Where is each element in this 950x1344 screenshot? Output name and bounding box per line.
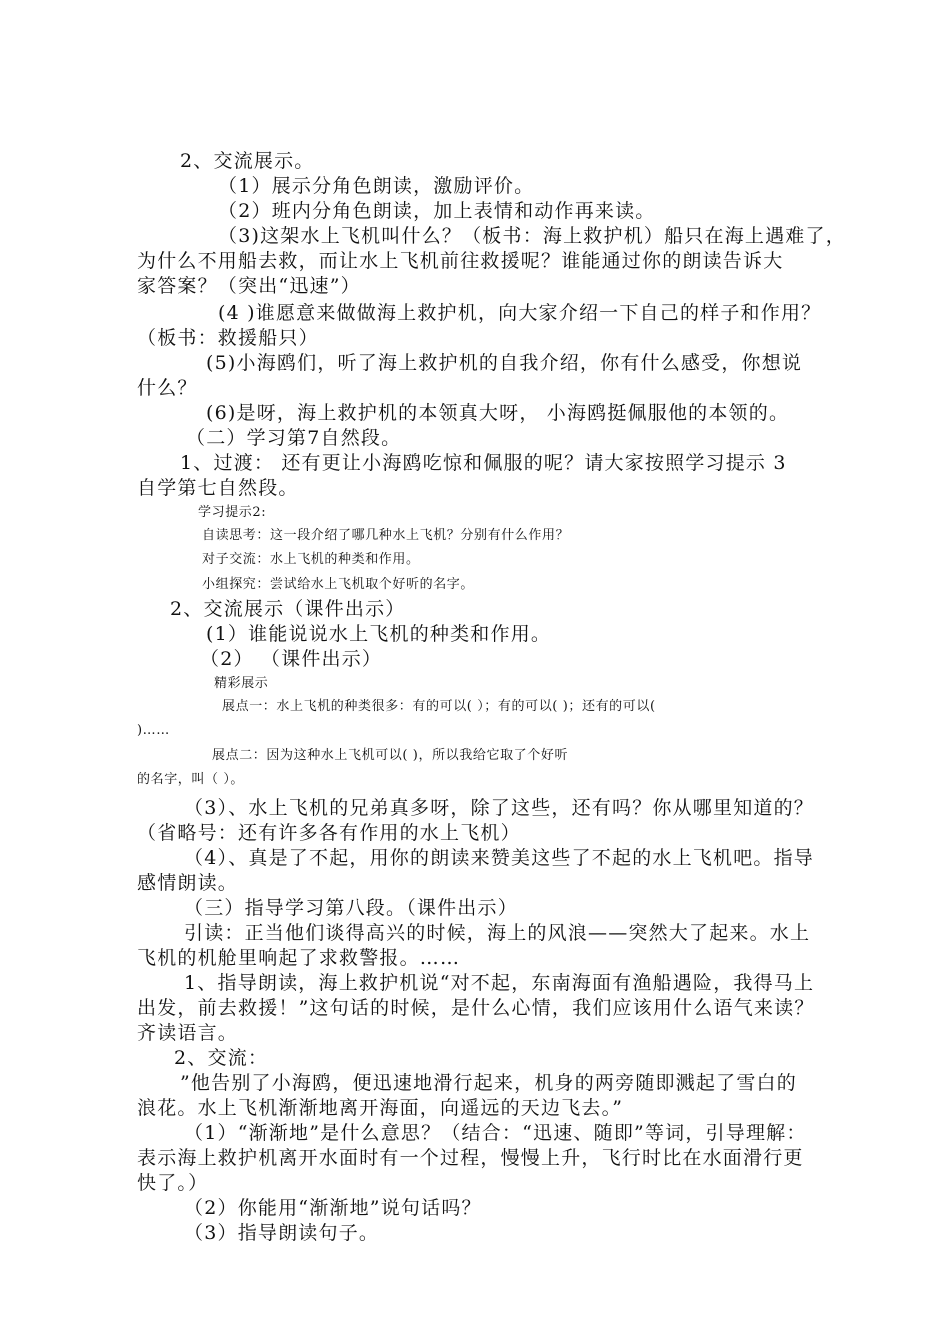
text-line: (6)是呀，海上救护机的本领真大呀， 小海鸥挺佩服他的本领的。 — [206, 402, 790, 424]
study-tip-item: 自读思考：这一段介绍了哪几种水上飞机？分别有什么作用？ — [202, 528, 570, 543]
text-line: （3）指导朗读句子。 — [184, 1222, 380, 1244]
showcase-point: 展点二：因为这种水上飞机可以( )，所以我给它取了个好听 — [212, 748, 569, 763]
text-line: （2）你能用“渐渐地”说句话吗？ — [184, 1197, 482, 1219]
section-heading: （三）指导学习第八段。（课件出示） — [184, 897, 518, 919]
text-line: 感情朗读。 — [137, 872, 239, 894]
text-line: （板书：救援船只） — [137, 327, 319, 349]
study-tip-item: 小组探究：尝试给水上飞机取个好听的名字。 — [202, 577, 475, 592]
text-line: （4）、真是了不起，用你的朗读来赞美这些了不起的水上飞机吧。指导 — [184, 847, 814, 869]
text-line: 飞机的机舱里响起了求救警报。…… — [137, 947, 461, 969]
text-line: （1）展示分角色朗读，激励评价。 — [218, 175, 535, 197]
study-tip-title: 学习提示2: — [198, 505, 267, 520]
text-line: 1、过渡： 还有更让小海鸥吃惊和佩服的呢？请大家按照学习提示 3 — [180, 452, 787, 474]
text-line: （省略号：还有许多各有作用的水上飞机） — [137, 822, 521, 844]
text-line: ”他告别了小海鸥，便迅速地滑行起来，机身的两旁随即溅起了雪白的 — [180, 1072, 797, 1094]
text-line: 表示海上救护机离开水面时有一个过程，慢慢上升，飞行时比在水面滑行更 — [137, 1147, 804, 1169]
study-tip-item: 对子交流：水上飞机的种类和作用。 — [202, 552, 420, 567]
showcase-point-cont: )…… — [137, 723, 170, 738]
text-line: 2、交流展示。 — [180, 150, 315, 172]
text-line: 什么？ — [137, 377, 198, 399]
text-line: （3)这架水上飞机叫什么？（板书：海上救护机）船只在海上遇难了， — [218, 225, 846, 247]
text-line: （2） （课件出示） — [200, 648, 383, 670]
section-heading: （二）学习第7自然段。 — [186, 427, 402, 449]
showcase-point: 展点一：水上飞机的种类很多：有的可以( ）；有的可以( )；还有的可以( — [222, 699, 656, 714]
text-line: 引读：正当他们谈得高兴的时候，海上的风浪——突然大了起来。水上 — [184, 922, 811, 944]
text-line: (1）谁能说说水上飞机的种类和作用。 — [206, 623, 552, 645]
text-line: （1）“渐渐地”是什么意思？（结合：“迅速、随即”等词，引导理解： — [184, 1122, 807, 1144]
text-line: (4 )谁愿意来做做海上救护机，向大家介绍一下自己的样子和作用？ — [218, 302, 822, 324]
text-line: 自学第七自然段。 — [137, 477, 299, 499]
text-line: 快了。） — [137, 1172, 209, 1194]
text-line: （2）班内分角色朗读，加上表情和动作再来读。 — [218, 200, 656, 222]
text-line: 家答案？（突出“迅速”） — [137, 275, 361, 297]
text-line: 浪花。水上飞机渐渐地离开海面，向遥远的天边飞去。” — [137, 1097, 624, 1119]
showcase-title: 精彩展示 — [214, 676, 269, 691]
text-line: 齐读语言。 — [137, 1022, 239, 1044]
text-line: 2、交流展示（课件出示） — [170, 598, 406, 620]
text-line: （3）、水上飞机的兄弟真多呀，除了这些，还有吗？你从哪里知道的？ — [184, 797, 814, 819]
showcase-point-cont: 的名字，叫（ ）。 — [137, 772, 245, 787]
text-line: 1、指导朗读，海上救护机说“对不起，东南海面有渔船遇险，我得马上 — [184, 972, 815, 994]
text-line: 2、交流： — [174, 1047, 269, 1069]
text-line: 为什么不用船去救，而让水上飞机前往救援呢？谁能通过你的朗读告诉大 — [137, 250, 784, 272]
text-line: (5)小海鸥们，听了海上救护机的自我介绍，你有什么感受，你想说 — [206, 352, 803, 374]
text-line: 出发，前去救援！”这句话的时候，是什么心情，我们应该用什么语气来读？ — [137, 997, 815, 1019]
